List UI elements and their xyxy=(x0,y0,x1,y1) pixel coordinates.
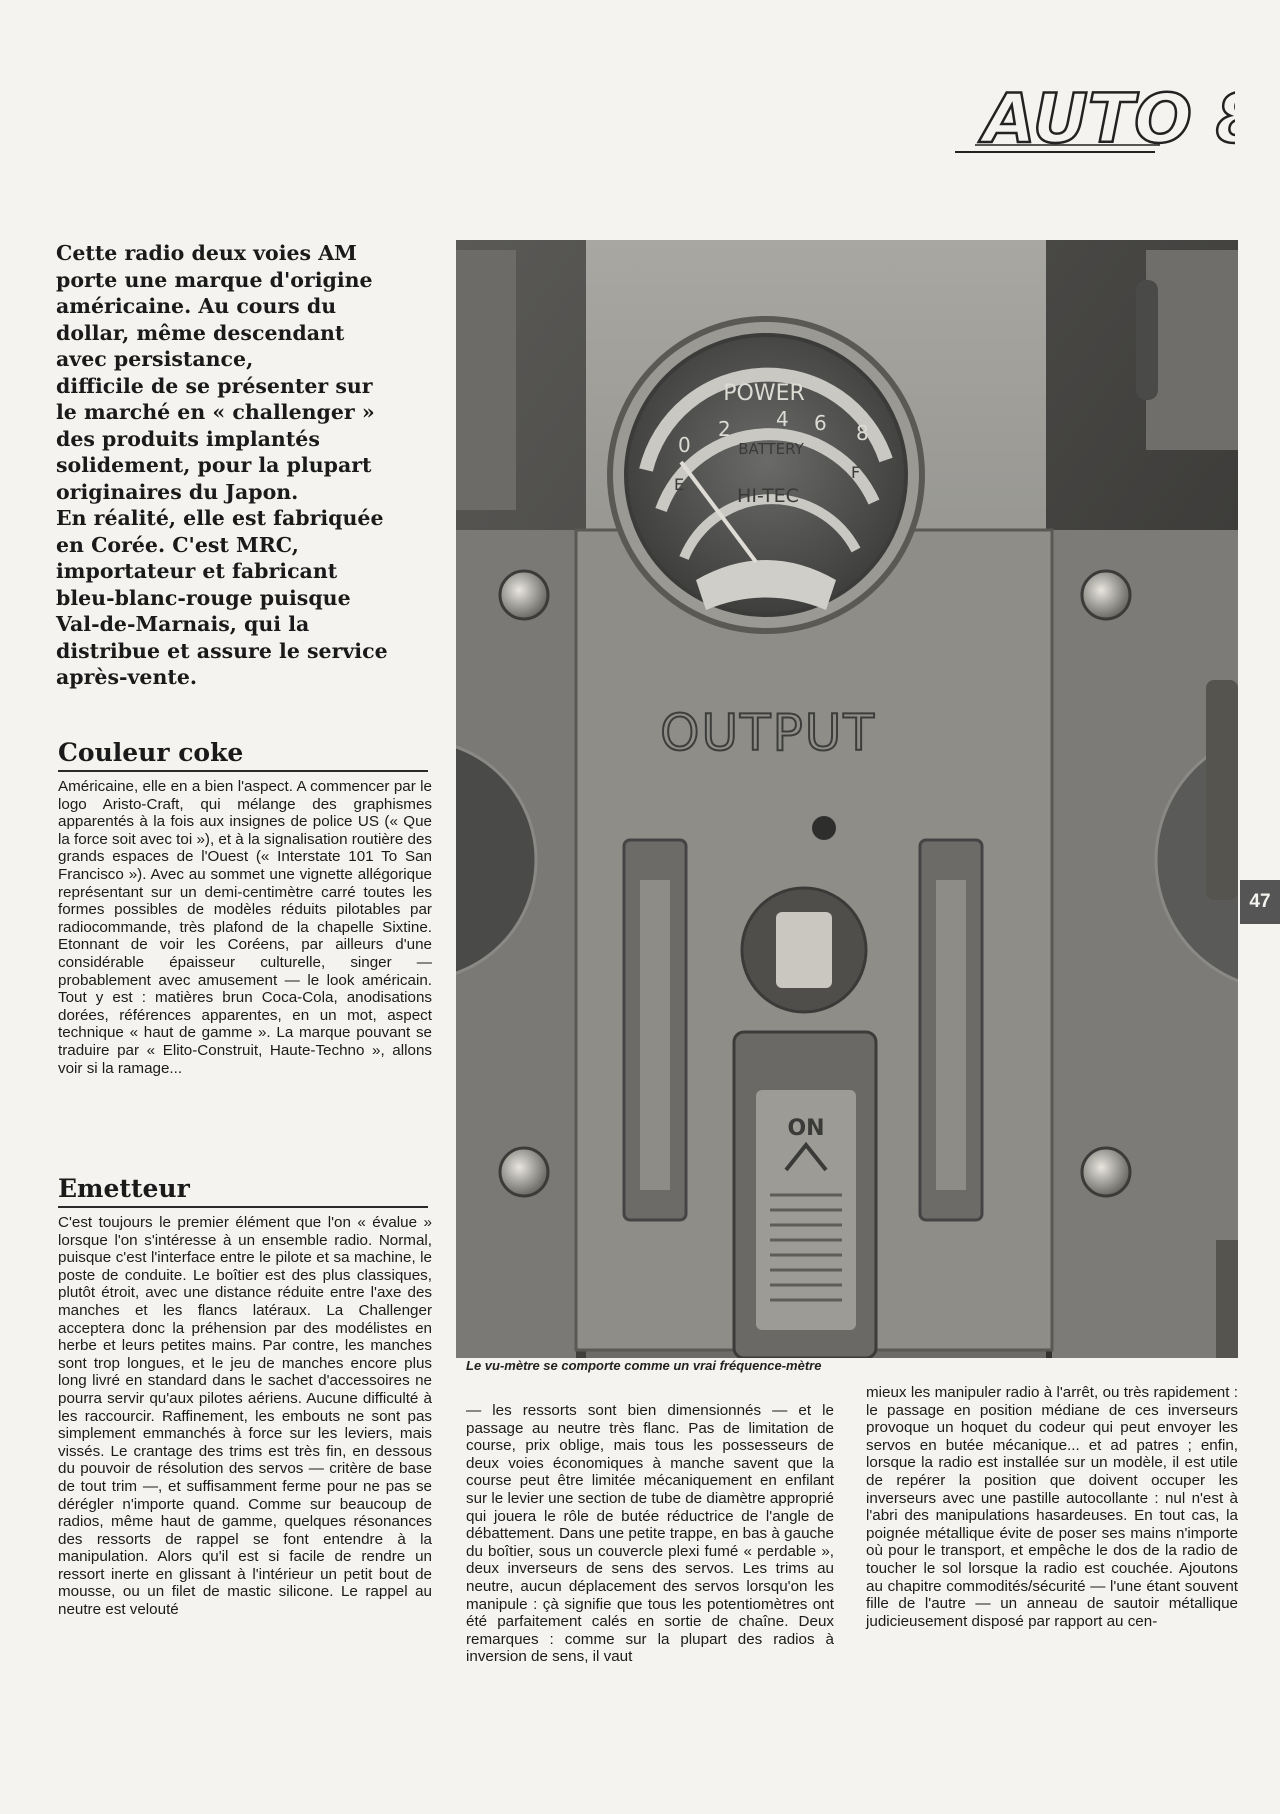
intro-line: originaires du Japon. xyxy=(56,479,299,504)
meter-scale-2: 2 xyxy=(718,417,731,441)
photo-caption: Le vu-mètre se comporte comme un vrai fréquence-mètre xyxy=(466,1358,822,1373)
intro-line: en Corée. C'est MRC, xyxy=(56,532,299,557)
meter-label-e: E xyxy=(674,475,685,494)
page-number: 47 xyxy=(1240,880,1280,924)
crystal-icon xyxy=(776,912,832,988)
intro-line: solidement, pour la plupart xyxy=(56,453,372,477)
screw-icon xyxy=(1082,1148,1130,1196)
screw-icon xyxy=(500,571,548,619)
section-heading-couleur-coke: Couleur coke xyxy=(58,738,428,772)
panel-output-label: OUTPUT xyxy=(660,704,876,762)
intro-paragraph xyxy=(56,240,426,691)
intro-line: américaine. Au cours du xyxy=(56,294,337,318)
intro-line: porte une marque d'origine xyxy=(56,267,373,292)
meter-label-battery: BATTERY xyxy=(738,440,804,458)
intro-line: après-vente. xyxy=(56,665,198,689)
magazine-logo xyxy=(955,80,1235,160)
led-indicator xyxy=(812,816,836,840)
meter-scale-0: 0 xyxy=(678,433,691,457)
column-2-text: — les ressorts sont bien dimensionnés — et le passage au neutre très flanc. Pas de limitation de course, prix oblige, mais tous les possesseurs de deux voies économiques à manche savent que la course peut être limitée mécaniquement en enfilant sur le levier une section de tube de diamètre approprié qui jouera le rôle de butée réductrice de l'angle de débattement. Dans une petite trappe, en bas à gauche du boîtier, sous un couvercle plexi fumé « perdable », deux inverseurs de sens des servos. Les trims au neutre, aucun déplacement des servos lorsqu'on les manipule : çà signifie que tous les potentiomètres ont été parfaitement calés en sortie de chaîne. Deux remarques : comme sur la plupart des radios à inversion de sens, il vaut xyxy=(466,1402,834,1666)
intro-line: Val-de-Marnais, qui la xyxy=(56,612,310,636)
transmitter-illustration xyxy=(456,240,1238,1358)
column-3-body xyxy=(866,1384,1238,1630)
meter-label-power: POWER xyxy=(723,381,805,406)
section2-text: C'est toujours le premier élément que l'on « évalue » lorsque l'on s'intéresse à un ensemble radio. Normal, puisque c'est l'interface entre le pilote et sa machine, le poste de conduite. Le boîtier est des plus classiques, plutôt étroit, avec une distance réduite entre l'axe des manches et les flancs latéraux. La Challenger acceptera donc la préhension par des modélistes en herbe et leurs petites mains. Par contre, les manches sont trop longues, et le jeu de manches encore plus long livré en standard dans le sachet d'accessoires ne pourra servir qu'aux pilotes aériens. Aucune difficulté à les raccourcir. Raffinement, les embouts ne sont pas simplement emmanchés à force sur les leviers, mais vissés. Le crantage des trims est très fin, en dessous du pouvoir de résolution des servos — critère de base de tout trim —, et suffisamment ferme pour ne pas se dérégler n'importe quand. Comme sur beaucoup de radios, même haut de gamme, quelques résonances des ressorts de rappel se font entendre à la manipulation. Alors qu'il est si facile de rendre un ressort inerte en glissant à l'intérieur un petit bout de mousse, ou un filet de mastic silicone. Le rappel au neutre est velouté xyxy=(58,1214,432,1619)
logo-wordmark: AUTO 8 xyxy=(983,80,1235,159)
meter-label-f: F xyxy=(851,463,861,482)
meter-brand: HI-TEC xyxy=(737,485,799,507)
switch-label-on: ON xyxy=(787,1116,825,1141)
intro-line: avec persistance, xyxy=(56,347,254,371)
intro-line: le marché en « challenger » xyxy=(56,400,375,424)
intro-line: En réalité, elle est fabriquée xyxy=(56,506,384,530)
section-heading-emetteur: Emetteur xyxy=(58,1174,428,1208)
section1-text: Américaine, elle en a bien l'aspect. A commencer par le logo Aristo-Craft, qui mélange des graphismes apparentés à la fois aux insignes de police US (« Que la force soit avec toi »), et à la signalisation routière des grands espaces de l'Ouest (« Interstate 101 To San Francisco »). Avec au sommet une vignette allégorique représentant sur un demi-centimètre carré toutes les formes possibles de modèles réduits pilotables par radiocommande, très plafond de la chapelle Sixtine. Etonnant de voir les Coréens, par ailleurs d'une considérable épaisseur culturelle, singer — probablement avec amusement — le look américain. Tout y est : matières brun Coca-Cola, anodisations dorées, références apparentes, en un mot, aspect technique « haut de gamme ». La marque pouvant se traduire par « Elito-Construit, Haute-Techno », allons voir si la ramage... xyxy=(58,778,432,1077)
section2-body xyxy=(58,1214,432,1619)
column-3-text: mieux les manipuler radio à l'arrêt, ou très rapidement : le passage en position médiane de ces inverseurs provoque un hoquet du codeur qui peut envoyer les servos en butée mécanique... et ad patres ; enfin, lorsque la radio est installée sur un modèle, il est utile de repérer la position que doivent occuper les inverseurs avec une pastille autocollante : nul n'est à l'abri des manipulations hasardeuses. En tout cas, la poignée métallique évite de poser ses mains n'importe où pour le transport, et empêche le dos de la radio de toucher le sol lorsque la radio est couchée. Ajoutons au chapitre commodités/sécurité — l'une étant souvent fille de l'autre — un anneau de sautoir métallique judicieusement disposé par rapport au cen- xyxy=(866,1384,1238,1630)
intro-line: distribue et assure le service xyxy=(56,638,388,663)
transmitter-photo xyxy=(456,240,1238,1358)
intro-line: dollar, même descendant xyxy=(56,320,345,345)
column-2-body xyxy=(466,1402,834,1666)
section1-body xyxy=(58,778,432,1077)
meter-scale-4: 4 xyxy=(776,407,789,431)
screw-icon xyxy=(1082,571,1130,619)
intro-line: difficile de se présenter sur xyxy=(56,373,373,398)
intro-line: des produits implantés xyxy=(56,426,320,451)
meter-scale-8: 8 xyxy=(856,421,869,445)
intro-line: Cette radio deux voies AM xyxy=(56,241,357,265)
meter-scale-6: 6 xyxy=(814,411,827,435)
screw-icon xyxy=(500,1148,548,1196)
intro-line: importateur et fabricant xyxy=(56,559,338,583)
auto8-logo-icon xyxy=(955,80,1235,160)
intro-line: bleu-blanc-rouge puisque xyxy=(56,585,351,610)
